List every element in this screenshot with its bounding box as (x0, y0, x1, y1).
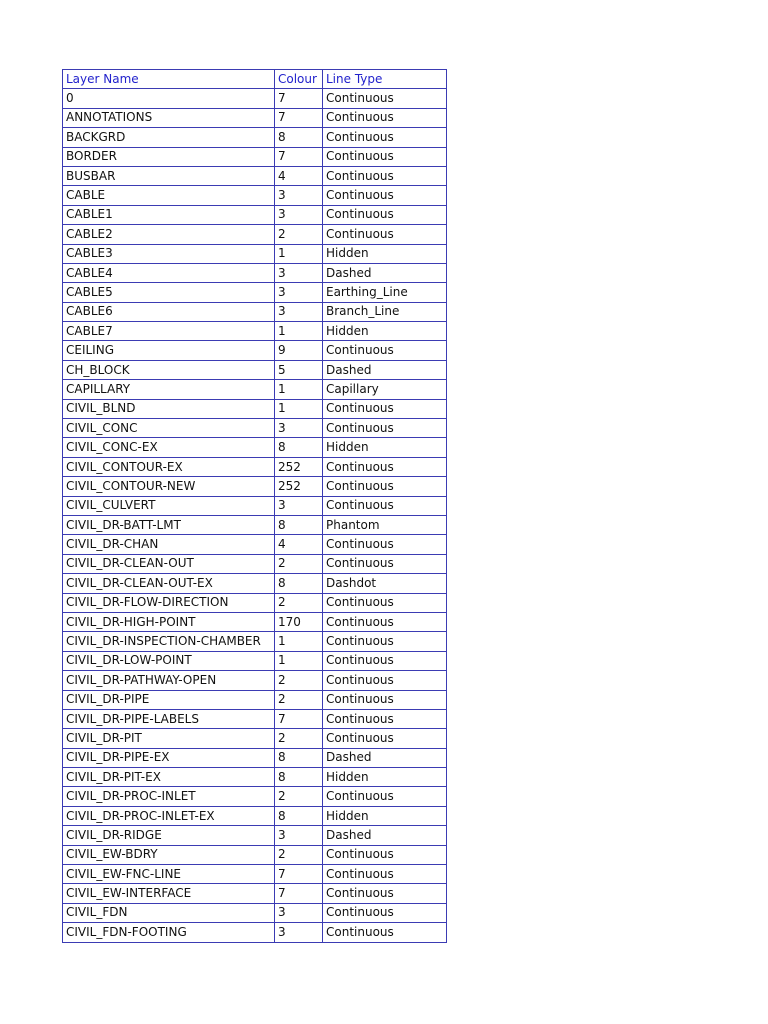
colour-cell: 3 (275, 903, 323, 922)
layer-name-cell: CIVIL_DR-CLEAN-OUT (63, 554, 275, 573)
line-type-cell: Continuous (323, 729, 447, 748)
line-type-cell: Continuous (323, 128, 447, 147)
line-type-cell: Continuous (323, 651, 447, 670)
colour-cell: 7 (275, 709, 323, 728)
layer-name-cell: CIVIL_DR-LOW-POINT (63, 651, 275, 670)
line-type-cell: Continuous (323, 709, 447, 728)
header-row (63, 70, 447, 89)
table-row (63, 244, 447, 263)
colour-cell: 2 (275, 671, 323, 690)
table-row (63, 263, 447, 282)
line-type-cell: Dashdot (323, 574, 447, 593)
colour-cell: 1 (275, 380, 323, 399)
colour-cell: 3 (275, 826, 323, 845)
line-type-cell: Hidden (323, 768, 447, 787)
table-header (63, 70, 447, 89)
colour-cell: 2 (275, 225, 323, 244)
layer-name-cell: CIVIL_DR-PIPE-EX (63, 748, 275, 767)
colour-cell: 8 (275, 768, 323, 787)
table-row (63, 806, 447, 825)
table-row (63, 845, 447, 864)
layer-name-cell: CIVIL_DR-BATT-LMT (63, 515, 275, 534)
colour-cell: 7 (275, 89, 323, 108)
table-row (63, 884, 447, 903)
layer-name-cell: CIVIL_DR-INSPECTION-CHAMBER (63, 632, 275, 651)
table-row (63, 690, 447, 709)
layer-name-cell: 0 (63, 89, 275, 108)
layer-name-cell: CEILING (63, 341, 275, 360)
line-type-cell: Branch_Line (323, 302, 447, 321)
table-row (63, 283, 447, 302)
layer-name-cell: CH_BLOCK (63, 360, 275, 379)
layer-table (62, 69, 447, 943)
colour-cell: 1 (275, 651, 323, 670)
line-type-cell: Continuous (323, 205, 447, 224)
table-row (63, 535, 447, 554)
header-layer-name: Layer Name (63, 70, 275, 89)
layer-name-cell: CIVIL_DR-RIDGE (63, 826, 275, 845)
layer-name-cell: CIVIL_CONC (63, 419, 275, 438)
line-type-cell: Continuous (323, 787, 447, 806)
table-row (63, 380, 447, 399)
layer-name-cell: CIVIL_CONTOUR-NEW (63, 477, 275, 496)
line-type-cell: Continuous (323, 341, 447, 360)
line-type-cell: Capillary (323, 380, 447, 399)
line-type-cell: Continuous (323, 690, 447, 709)
line-type-cell: Dashed (323, 826, 447, 845)
colour-cell: 8 (275, 806, 323, 825)
table-row (63, 554, 447, 573)
colour-cell: 3 (275, 205, 323, 224)
colour-cell: 4 (275, 535, 323, 554)
table-row (63, 89, 447, 108)
line-type-cell: Continuous (323, 535, 447, 554)
colour-cell: 8 (275, 748, 323, 767)
colour-cell: 3 (275, 263, 323, 282)
line-type-cell: Continuous (323, 903, 447, 922)
colour-cell: 3 (275, 283, 323, 302)
line-type-cell: Continuous (323, 496, 447, 515)
table-row (63, 768, 447, 787)
line-type-cell: Continuous (323, 865, 447, 884)
colour-cell: 1 (275, 399, 323, 418)
layer-name-cell: CABLE3 (63, 244, 275, 263)
colour-cell: 9 (275, 341, 323, 360)
layer-name-cell: CIVIL_DR-PIPE-LABELS (63, 709, 275, 728)
line-type-cell: Continuous (323, 419, 447, 438)
layer-name-cell: CABLE6 (63, 302, 275, 321)
line-type-cell: Hidden (323, 322, 447, 341)
colour-cell: 1 (275, 632, 323, 651)
line-type-cell: Continuous (323, 671, 447, 690)
colour-cell: 7 (275, 884, 323, 903)
colour-cell: 2 (275, 593, 323, 612)
layer-name-cell: CIVIL_DR-PATHWAY-OPEN (63, 671, 275, 690)
layer-name-cell: CABLE5 (63, 283, 275, 302)
table-row (63, 205, 447, 224)
layer-name-cell: CIVIL_DR-CLEAN-OUT-EX (63, 574, 275, 593)
table-row (63, 302, 447, 321)
line-type-cell: Continuous (323, 477, 447, 496)
line-type-cell: Earthing_Line (323, 283, 447, 302)
line-type-cell: Dashed (323, 263, 447, 282)
line-type-cell: Continuous (323, 399, 447, 418)
colour-cell: 7 (275, 865, 323, 884)
colour-cell: 170 (275, 612, 323, 631)
table-row (63, 787, 447, 806)
colour-cell: 2 (275, 787, 323, 806)
layer-name-cell: CIVIL_CULVERT (63, 496, 275, 515)
colour-cell: 1 (275, 244, 323, 263)
colour-cell: 8 (275, 128, 323, 147)
colour-cell: 3 (275, 419, 323, 438)
colour-cell: 2 (275, 845, 323, 864)
line-type-cell: Hidden (323, 244, 447, 263)
line-type-cell: Continuous (323, 554, 447, 573)
layer-name-cell: CIVIL_EW-BDRY (63, 845, 275, 864)
line-type-cell: Continuous (323, 923, 447, 942)
table-row (63, 399, 447, 418)
table-row (63, 632, 447, 651)
table-row (63, 108, 447, 127)
colour-cell: 2 (275, 690, 323, 709)
colour-cell: 2 (275, 554, 323, 573)
colour-cell: 5 (275, 360, 323, 379)
header-colour: Colour (275, 70, 323, 89)
table-row (63, 826, 447, 845)
layer-name-cell: CIVIL_DR-FLOW-DIRECTION (63, 593, 275, 612)
line-type-cell: Continuous (323, 884, 447, 903)
line-type-cell: Continuous (323, 632, 447, 651)
layer-name-cell: CIVIL_BLND (63, 399, 275, 418)
colour-cell: 2 (275, 729, 323, 748)
table-row (63, 128, 447, 147)
layer-name-cell: CIVIL_DR-PROC-INLET (63, 787, 275, 806)
colour-cell: 3 (275, 496, 323, 515)
table-row (63, 496, 447, 515)
layer-name-cell: CIVIL_DR-PIT (63, 729, 275, 748)
header-line-type: Line Type (323, 70, 447, 89)
line-type-cell: Continuous (323, 108, 447, 127)
layer-name-cell: CABLE (63, 186, 275, 205)
layer-name-cell: CIVIL_FDN-FOOTING (63, 923, 275, 942)
table-row (63, 748, 447, 767)
table-row (63, 457, 447, 476)
table-row (63, 865, 447, 884)
table-row (63, 322, 447, 341)
line-type-cell: Continuous (323, 89, 447, 108)
table-row (63, 923, 447, 942)
table-row (63, 651, 447, 670)
line-type-cell: Continuous (323, 845, 447, 864)
colour-cell: 7 (275, 147, 323, 166)
colour-cell: 8 (275, 574, 323, 593)
line-type-cell: Hidden (323, 438, 447, 457)
colour-cell: 3 (275, 923, 323, 942)
line-type-cell: Continuous (323, 612, 447, 631)
layer-name-cell: CABLE2 (63, 225, 275, 244)
colour-cell: 8 (275, 438, 323, 457)
line-type-cell: Continuous (323, 457, 447, 476)
table-row (63, 341, 447, 360)
layer-name-cell: CIVIL_DR-CHAN (63, 535, 275, 554)
layer-name-cell: CIVIL_DR-PROC-INLET-EX (63, 806, 275, 825)
table-row (63, 438, 447, 457)
layer-name-cell: ANNOTATIONS (63, 108, 275, 127)
colour-cell: 7 (275, 108, 323, 127)
layer-name-cell: BUSBAR (63, 166, 275, 185)
table-row (63, 186, 447, 205)
table-row (63, 477, 447, 496)
colour-cell: 252 (275, 457, 323, 476)
layer-name-cell: CIVIL_DR-PIPE (63, 690, 275, 709)
layer-name-cell: CIVIL_FDN (63, 903, 275, 922)
layer-name-cell: CIVIL_DR-PIT-EX (63, 768, 275, 787)
table-row (63, 360, 447, 379)
layer-name-cell: CIVIL_EW-FNC-LINE (63, 865, 275, 884)
layer-name-cell: CABLE1 (63, 205, 275, 224)
line-type-cell: Continuous (323, 593, 447, 612)
table-row (63, 709, 447, 728)
colour-cell: 3 (275, 186, 323, 205)
layer-name-cell: CIVIL_EW-INTERFACE (63, 884, 275, 903)
colour-cell: 1 (275, 322, 323, 341)
table-row (63, 419, 447, 438)
line-type-cell: Continuous (323, 166, 447, 185)
line-type-cell: Continuous (323, 186, 447, 205)
colour-cell: 252 (275, 477, 323, 496)
layer-name-cell: BORDER (63, 147, 275, 166)
layer-name-cell: CIVIL_DR-HIGH-POINT (63, 612, 275, 631)
colour-cell: 8 (275, 515, 323, 534)
table-row (63, 574, 447, 593)
line-type-cell: Hidden (323, 806, 447, 825)
line-type-cell: Continuous (323, 147, 447, 166)
line-type-cell: Phantom (323, 515, 447, 534)
layer-name-cell: CABLE4 (63, 263, 275, 282)
table-body (63, 89, 447, 942)
layer-name-cell: CIVIL_CONTOUR-EX (63, 457, 275, 476)
line-type-cell: Dashed (323, 748, 447, 767)
table-row (63, 147, 447, 166)
table-row (63, 903, 447, 922)
table-row (63, 593, 447, 612)
layer-name-cell: CIVIL_CONC-EX (63, 438, 275, 457)
table-row (63, 166, 447, 185)
table-row (63, 515, 447, 534)
layer-name-cell: CABLE7 (63, 322, 275, 341)
line-type-cell: Continuous (323, 225, 447, 244)
colour-cell: 4 (275, 166, 323, 185)
layer-name-cell: BACKGRD (63, 128, 275, 147)
line-type-cell: Dashed (323, 360, 447, 379)
table-row (63, 225, 447, 244)
table-row (63, 612, 447, 631)
table-row (63, 671, 447, 690)
colour-cell: 3 (275, 302, 323, 321)
layer-name-cell: CAPILLARY (63, 380, 275, 399)
table-row (63, 729, 447, 748)
